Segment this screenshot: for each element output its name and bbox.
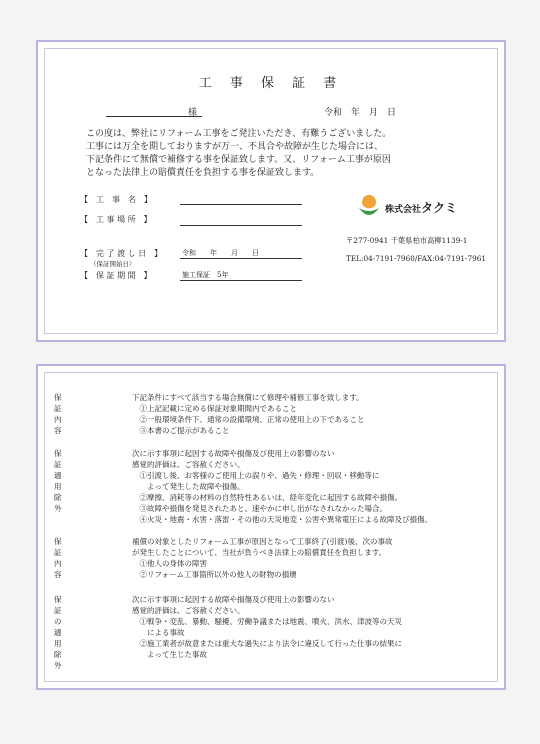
section-line: 次に示す事項に起因する故障や損傷及び使用上の影響のない [132, 449, 335, 458]
warranty-period-line [180, 280, 302, 281]
greeting-line: となった法律上の賠償責任を負担する事を保証致します。 [86, 168, 320, 178]
company-address: 〒277-0941 千葉県柏市高柳1139-1 [346, 236, 468, 245]
section-line: よって生じた事故 [132, 650, 207, 659]
section-line: 補償の対象としたリフォーム工事が原因となって工事終了(引渡)後、次の事故 [132, 537, 393, 546]
construction-name-label: 【 工 事 名 】 [80, 195, 152, 204]
section-body [132, 536, 392, 580]
construction-name-line [180, 204, 302, 205]
section-line: ①他人の身体の障害 [132, 559, 207, 568]
document-title: 工 事 保 証 書 [198, 76, 344, 91]
greeting-line: 工事には万全を期しておりますが万一、不具合や故障が生じた場合には、 [86, 142, 384, 152]
greeting-line: この度は、弊社にリフォーム工事をご発注いただき、有難うございました。 [86, 129, 392, 139]
customer-honorific: 様 [188, 108, 198, 118]
warranty-period-label: 【 保 証 期 間 】 [80, 271, 152, 280]
section-heading: 保証内容 [54, 537, 62, 579]
section-body [132, 448, 432, 525]
section-line: ②施工業者が故意または重大な過失により法令に違反して行った仕事の結果に [132, 639, 402, 648]
warranty-certificate-card [36, 40, 506, 342]
construction-site-line [180, 225, 302, 226]
section-heading: 保証適用除外 [54, 449, 62, 513]
section-line: 感覚的評価は、ご容赦ください。 [132, 606, 245, 615]
company-phone-fax: TEL:04-7191-7960/FAX:04-7191-7961 [346, 254, 487, 263]
warranty-period-value: 施工保証 5年 [182, 271, 229, 279]
section-heading: 保証の適用除外 [54, 595, 62, 670]
section-line: による事故 [132, 628, 185, 637]
section-line: ③本書のご提示があること [132, 426, 230, 435]
section-line: 次に示す事項に起因する故障や損傷及び使用上の影響のない [132, 595, 335, 604]
company-logo [356, 192, 382, 218]
section-line: ②一般環境条件下、通常の設備環境、正常の使用上の下であること [132, 415, 365, 424]
warranty-start-note: （保証開始日） [90, 260, 136, 268]
company-name [385, 199, 457, 216]
company-brand: タクミ [421, 201, 458, 215]
section-line: 下記条件にすべて該当する場合無償にて修理や補修工事を致します。 [132, 393, 364, 402]
issue-date: 令和 年 月 日 [324, 108, 397, 118]
section-line: ①引渡し後、お客様のご使用上の誤りや、過失・修理・回収・移動等に [132, 471, 380, 480]
company-prefix: 株式会社 [385, 205, 422, 215]
section-line: ③故障や損傷を発見されたあと、速やかに申し出がなされなかった場合。 [132, 504, 387, 513]
section-line: ④火災・地震・水害・落雷・その他の天災地変・公害や異常電圧による故障及び損傷。 [132, 515, 432, 524]
completion-date-label: 【 完 了 渡 し 日 】 [80, 249, 163, 258]
warranty-terms-card [36, 364, 506, 690]
section-line: が発生したことについて、当社が負うべき法律上の賠償責任を負担します。 [132, 548, 387, 557]
section-body [132, 392, 365, 436]
section-line: ②摩擦、消耗等の材料の自然特性あるいは、経年変化に起因する故障や損傷。 [132, 493, 402, 502]
section-line: よって発生した故障や損傷。 [132, 482, 245, 491]
section-heading: 保証内容 [54, 393, 62, 435]
construction-site-label: 【 工 事 場 所 】 [80, 215, 152, 224]
section-body [132, 594, 402, 660]
section-line: ①上記記載に定める保証対象期間内であること [132, 404, 297, 413]
section-line: ②リフォーム工事箇所以外の他人の財物の損壊 [132, 570, 297, 579]
completion-date-line [180, 258, 302, 259]
greeting-text [86, 128, 391, 180]
section-line: ①戦争・変乱、暴動、騒擾、労働争議または地震、噴火、洪水、津波等の天災 [132, 617, 402, 626]
section-line: 感覚的評価は、ご容赦ください。 [132, 460, 245, 469]
completion-date-value: 令和 年 月 日 [182, 249, 259, 257]
greeting-line: 下記条件にて無償で補修する事を保証致します。又、リフォーム工事が原因 [86, 155, 391, 165]
